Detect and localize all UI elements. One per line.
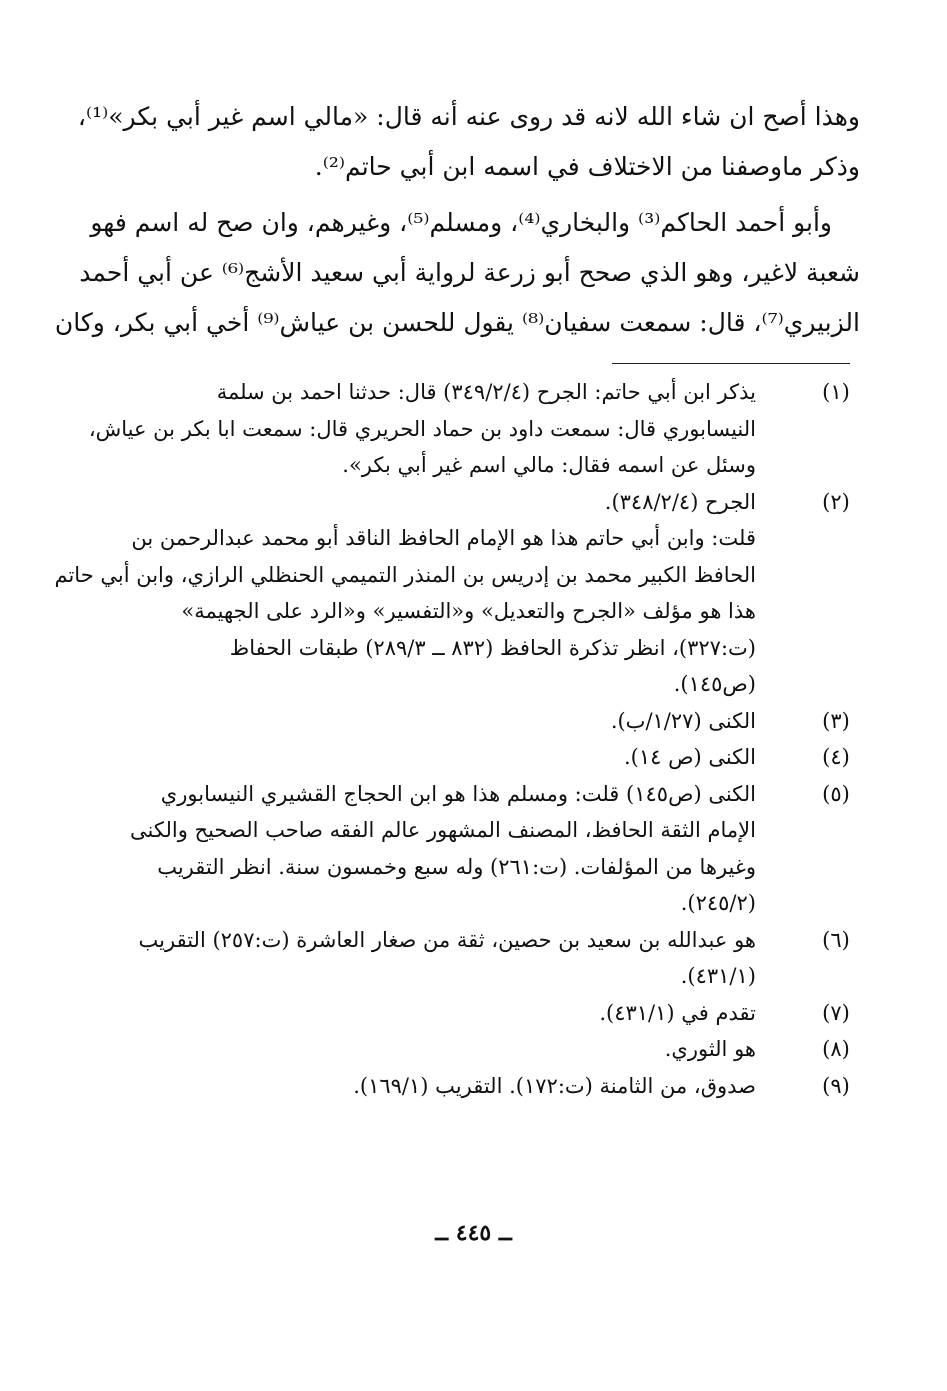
footnote-9 xyxy=(104,1068,860,1105)
text-line: وأبو أحمد الحاكم⁽³⁾ والبخاري⁽⁴⁾، ومسلم⁽⁵⁾، وغيرهم، وان صح له اسم فهو xyxy=(90,208,832,237)
footnote-line: الكنى (ص ١٤). xyxy=(623,745,756,769)
footnote-text xyxy=(104,484,756,521)
footnote-line: هو عبدالله بن سعيد بن حصين، ثقة من صغار العاشرة (ت:٢٥٧) التقريب xyxy=(138,927,756,952)
footnote-line: الإمام الثقة الحافظ، المصنف المشهور عالم الفقه صاحب الصحيح والكنى xyxy=(130,818,756,842)
main-paragraph-2 xyxy=(54,198,860,348)
footnote-text xyxy=(104,776,756,922)
footnote-number: (٨) xyxy=(822,1037,850,1061)
footnote-line: (٤٣١/١). xyxy=(680,964,756,988)
footnote-number: (٢) xyxy=(822,489,850,514)
footnote-line: تقدم في (٤٣١/١). xyxy=(599,1000,756,1025)
footnote-text xyxy=(104,922,756,995)
page-number: ــ ٤٤٥ ــ xyxy=(435,1220,512,1246)
footnote-line: الحافظ الكبير محمد بن إدريس بن المنذر التميمي الحنظلي الرازي، وابن أبي حاتم xyxy=(54,562,756,587)
footnote-number: (٧) xyxy=(822,1000,850,1025)
footnote-text xyxy=(88,374,756,484)
footnote-text xyxy=(104,1031,756,1068)
footnote-line: الجرح (٣٤٨/٢/٤). xyxy=(604,489,756,514)
text-line: الزبيري⁽⁷⁾، قال: سمعت سفيان⁽⁸⁾ يقول للحسن بن عياش⁽⁹⁾ أخي أبي بكر، وكان xyxy=(54,308,860,337)
footnote-text xyxy=(104,995,756,1032)
footnote-number: (٩) xyxy=(822,1073,850,1098)
footnote-number: (٦) xyxy=(822,927,850,952)
footnote-line: وسئل عن اسمه فقال: مالي اسم غير أبي بكر». xyxy=(342,453,756,477)
footnote-line: يذكر ابن أبي حاتم: الجرح (٣٤٩/٢/٤) قال: حدثنا احمد بن سلمة xyxy=(216,380,756,404)
footnote-line: هو الثوري. xyxy=(664,1037,756,1061)
footnote-6 xyxy=(104,922,860,995)
footnote-number: (٥) xyxy=(822,781,850,806)
footnote-8 xyxy=(104,1031,860,1068)
footnote-7 xyxy=(104,995,860,1032)
footnote-number: (١) xyxy=(822,380,850,404)
footnote-line: النيسابوري قال: سمعت داود بن حماد الحريري قال: سمعت ابا بكر بن عياش، xyxy=(88,416,756,441)
footnote-text xyxy=(104,739,756,776)
footnote-2 xyxy=(104,484,860,521)
footnote-2-continuation xyxy=(54,520,756,703)
text-line: وذكر ماوصفنا من الاختلاف في اسمه ابن أبي حاتم⁽²⁾. xyxy=(314,152,860,181)
footnote-3 xyxy=(104,703,860,740)
footnote-5 xyxy=(104,776,860,922)
footnote-text xyxy=(104,1068,756,1105)
footnote-line: هذا هو مؤلف «الجرح والتعديل» و«التفسير» و«الرد على الجهيمة» xyxy=(181,599,756,623)
footnote-number: (٣) xyxy=(822,708,850,733)
footnote-line: الكنى (ص١٤٥) قلت: ومسلم هذا هو ابن الحجاج القشيري النيسابوري xyxy=(160,781,756,806)
footnote-4 xyxy=(104,739,860,776)
footnotes xyxy=(54,374,860,1104)
text-line: شعبة لاغير، وهو الذي صحح أبو زرعة لرواية أبي سعيد الأشج⁽⁶⁾ عن أبي أحمد xyxy=(79,258,860,287)
footnote-1 xyxy=(88,374,860,484)
footnote-separator xyxy=(612,363,850,364)
text-line: وهذا أصح ان شاء الله لانه قد روى عنه أنه قال: «مالي اسم غير أبي بكر»⁽¹⁾، xyxy=(77,102,860,131)
footnote-line: قلت: وابن أبي حاتم هذا هو الإمام الحافظ الناقد أبو محمد عبدالرحمن بن xyxy=(131,526,756,550)
footnote-line: (٢٤٥/٢). xyxy=(680,891,756,915)
footnote-line: صدوق، من الثامنة (ت:١٧٢). التقريب (١٦٩/١). xyxy=(353,1073,756,1098)
main-paragraph-1 xyxy=(77,92,860,192)
footnote-line: (ص١٤٥). xyxy=(673,672,756,696)
footnote-line: (ت:٣٢٧)، انظر تذكرة الحافظ (٨٣٢ ــ ٢٨٩/٣) طبقات الحفاظ xyxy=(229,635,756,660)
footnote-text xyxy=(104,703,756,740)
footnote-line: وغيرها من المؤلفات. (ت:٢٦١) وله سبع وخمسون سنة. انظر التقريب xyxy=(157,854,756,879)
footnote-line: الكنى (١/٢٧/ب). xyxy=(610,708,756,733)
footnote-number: (٤) xyxy=(822,745,850,769)
